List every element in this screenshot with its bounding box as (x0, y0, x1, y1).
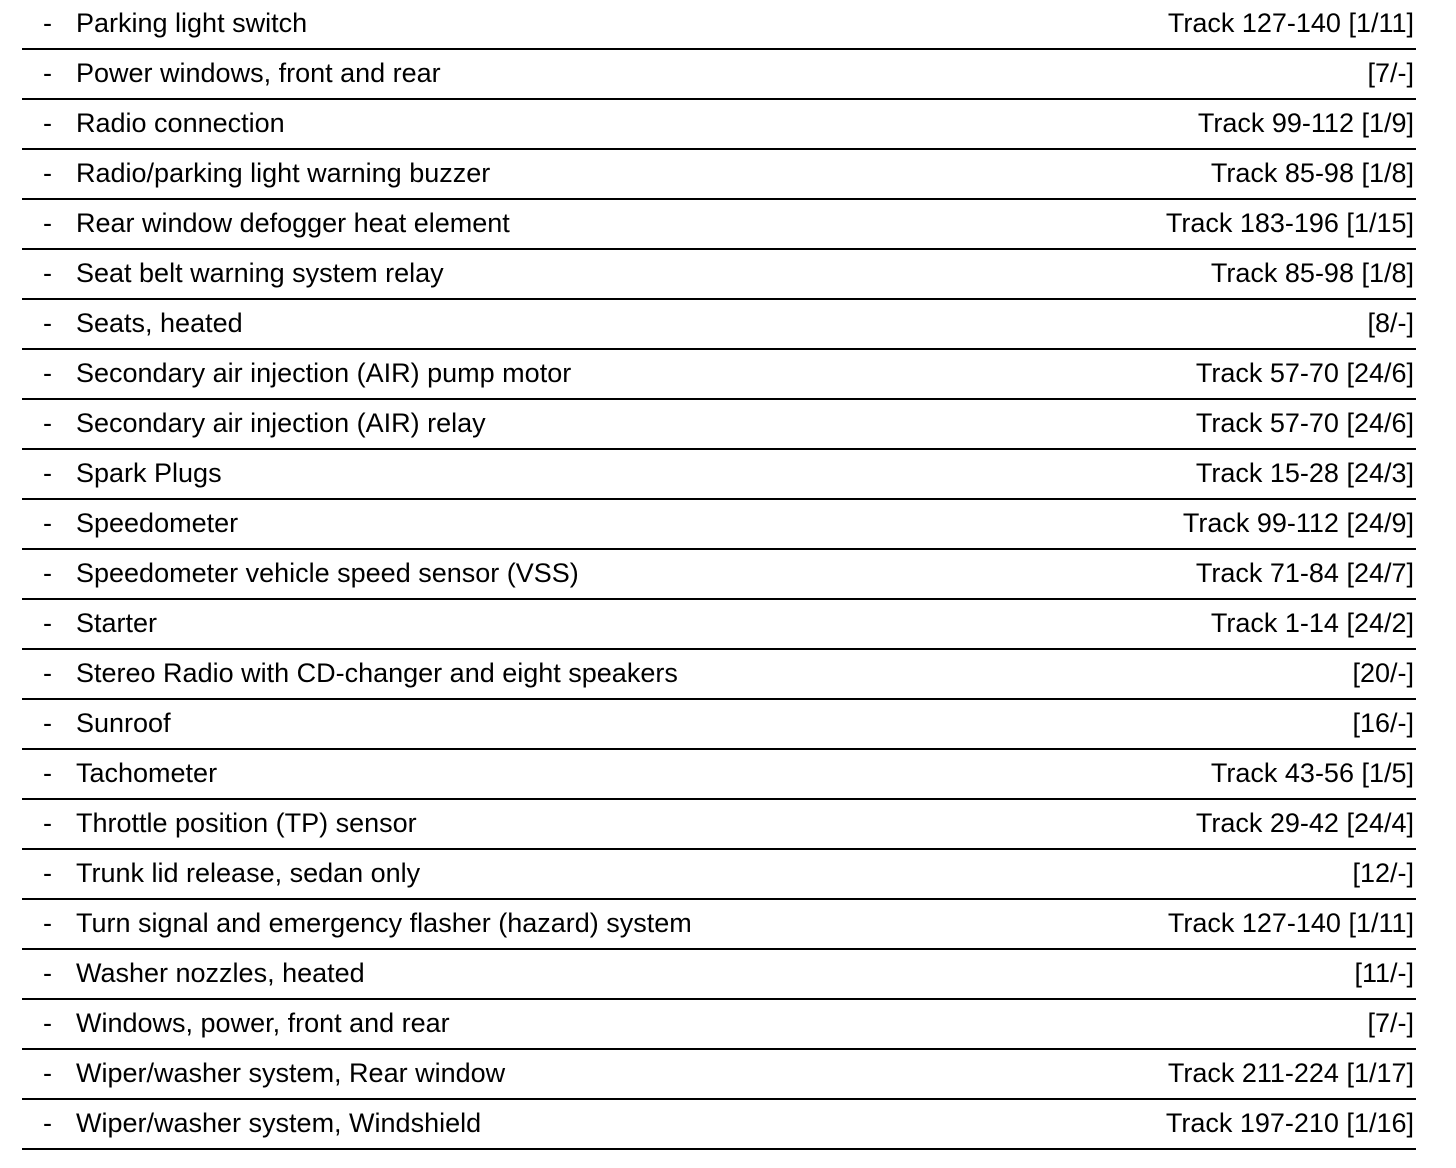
component-name: Speedometer (76, 508, 239, 538)
table-row (22, 550, 1416, 600)
track-reference: Track 197-210 [1/16] (1165, 1108, 1414, 1138)
table-row (22, 0, 1416, 50)
table-row (22, 600, 1416, 650)
table-row (22, 200, 1416, 250)
bullet-dash: - (43, 208, 52, 238)
bullet-dash: - (43, 608, 52, 638)
bullet-dash: - (43, 1008, 52, 1038)
bullet-dash: - (43, 58, 52, 88)
track-reference: Track 43-56 [1/5] (1210, 758, 1414, 788)
table-row (22, 900, 1416, 950)
track-reference: Track 99-112 [1/9] (1197, 108, 1414, 138)
table-row (22, 100, 1416, 150)
component-name: Spark Plugs (76, 458, 222, 488)
bullet-dash: - (43, 358, 52, 388)
track-reference: Track 29-42 [24/4] (1195, 808, 1414, 838)
component-name: Seat belt warning system relay (76, 258, 444, 288)
component-name: Parking light switch (76, 8, 308, 38)
bullet-dash: - (43, 408, 52, 438)
track-reference: Track 71-84 [24/7] (1195, 558, 1414, 588)
bullet-dash: - (43, 758, 52, 788)
table-row (22, 300, 1416, 350)
track-reference: Track 99-112 [24/9] (1182, 508, 1414, 538)
table-row (22, 950, 1416, 1000)
track-reference: Track 127-140 [1/11] (1167, 8, 1414, 38)
component-name: Stereo Radio with CD-changer and eight speakers (76, 658, 678, 688)
component-name: Turn signal and emergency flasher (hazard) system (76, 908, 692, 938)
track-reference: Track 57-70 [24/6] (1195, 408, 1414, 438)
component-name: Wiper/washer system, Rear window (76, 1058, 506, 1088)
component-name: Rear window defogger heat element (76, 208, 510, 238)
table-row (22, 700, 1416, 750)
table-row (22, 400, 1416, 450)
track-reference: Track 85-98 [1/8] (1210, 258, 1414, 288)
bullet-dash: - (43, 308, 52, 338)
component-name: Radio/parking light warning buzzer (76, 158, 491, 188)
track-reference: Track 127-140 [1/11] (1167, 908, 1414, 938)
table-row (22, 1050, 1416, 1100)
component-name: Speedometer vehicle speed sensor (VSS) (76, 558, 579, 588)
bullet-dash: - (43, 708, 52, 738)
table-row (22, 250, 1416, 300)
track-reference: [12/-] (1352, 858, 1414, 888)
component-name: Power windows, front and rear (76, 58, 441, 88)
table-row (22, 850, 1416, 900)
table-row (22, 800, 1416, 850)
component-name: Secondary air injection (AIR) pump motor (76, 358, 572, 388)
component-index-table (22, 0, 1416, 1150)
bullet-dash: - (43, 158, 52, 188)
component-name: Trunk lid release, sedan only (76, 858, 421, 888)
table-row (22, 450, 1416, 500)
track-reference: [16/-] (1352, 708, 1414, 738)
table-row (22, 1100, 1416, 1150)
bullet-dash: - (43, 858, 52, 888)
component-name: Throttle position (TP) sensor (76, 808, 417, 838)
component-name: Sunroof (76, 708, 171, 738)
component-name: Wiper/washer system, Windshield (76, 1108, 482, 1138)
track-reference: Track 85-98 [1/8] (1210, 158, 1414, 188)
track-reference: Track 183-196 [1/15] (1165, 208, 1414, 238)
component-name: Washer nozzles, heated (76, 958, 365, 988)
component-name: Secondary air injection (AIR) relay (76, 408, 486, 438)
table-row (22, 1000, 1416, 1050)
bullet-dash: - (43, 258, 52, 288)
bullet-dash: - (43, 458, 52, 488)
bullet-dash: - (43, 1058, 52, 1088)
track-reference: Track 15-28 [24/3] (1195, 458, 1414, 488)
bullet-dash: - (43, 958, 52, 988)
bullet-dash: - (43, 658, 52, 688)
track-reference: Track 211-224 [1/17] (1167, 1058, 1414, 1088)
bullet-dash: - (43, 558, 52, 588)
component-name: Seats, heated (76, 308, 243, 338)
bullet-dash: - (43, 108, 52, 138)
bullet-dash: - (43, 808, 52, 838)
component-name: Windows, power, front and rear (76, 1008, 450, 1038)
track-reference: Track 57-70 [24/6] (1195, 358, 1414, 388)
track-reference: [11/-] (1354, 958, 1414, 988)
table-row (22, 650, 1416, 700)
bullet-dash: - (43, 908, 52, 938)
track-reference: [8/-] (1367, 308, 1414, 338)
component-name: Starter (76, 608, 158, 638)
table-row (22, 500, 1416, 550)
table-row (22, 350, 1416, 400)
bullet-dash: - (43, 1108, 52, 1138)
table-row (22, 150, 1416, 200)
bullet-dash: - (43, 508, 52, 538)
table-row (22, 50, 1416, 100)
component-name: Tachometer (76, 758, 218, 788)
track-reference: [7/-] (1367, 58, 1414, 88)
component-name: Radio connection (76, 108, 285, 138)
track-reference: [7/-] (1367, 1008, 1414, 1038)
bullet-dash: - (43, 8, 52, 38)
track-reference: Track 1-14 [24/2] (1210, 608, 1414, 638)
track-reference: [20/-] (1352, 658, 1414, 688)
table-row (22, 750, 1416, 800)
